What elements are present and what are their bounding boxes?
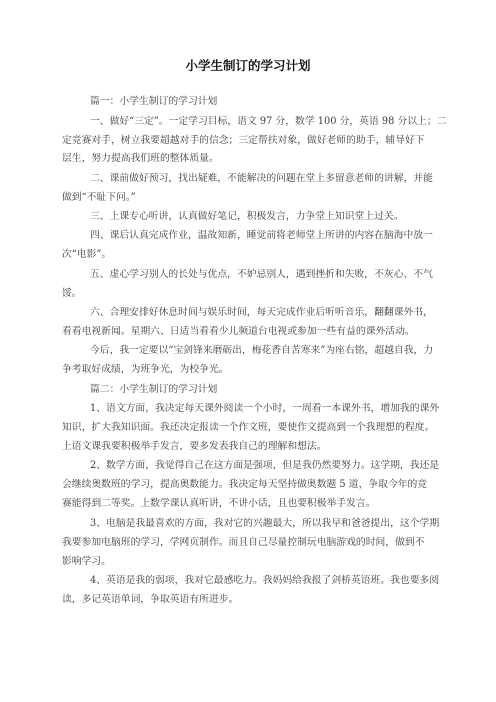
paragraph-line: 定竞赛对手，树立我要超越对手的信念；三定帮扶对象，做好老师的助手，辅导好下: [62, 135, 425, 146]
paragraph-line: 层生，努力提高我们班的整体质量。: [62, 153, 219, 164]
paragraph-line: 看看电视新闻。星期六、日适当看看少儿频道台电视或参加一些有益的课外活动。: [62, 326, 415, 337]
paragraph-line: 知识，扩大我知识面。我还决定报读一个作文班，要使作文提高到一个我理想的程度。: [62, 422, 435, 433]
paragraph-line: 争考取好成绩，为班争光，为校争光。: [62, 364, 229, 375]
paragraph-line: 一、做好“三定”。一定学习目标，语文 97 分，数学 100 分，英语 98 分以上；二: [90, 116, 447, 127]
paragraph-line: 2、数学方面，我觉得自己在这方面是强项，但是我仍然要努力。这学期，我还是: [90, 460, 440, 471]
paragraph-line: 3、电脑是我最喜欢的方面，我对它的兴趣最大，所以我早和爸爸提出，这个学期: [90, 518, 440, 529]
paragraph-line: 五、虚心学习别人的长处与优点，不妒忌别人，遇到挫折和失败，不灰心、不气: [90, 269, 433, 280]
paragraph-line: 读，多记英语单词，争取英语有所进步。: [62, 594, 239, 605]
paragraph-line: 我要参加电脑班的学习，学网页制作。而且自己尽量控制玩电脑游戏的时间，做到不: [62, 537, 425, 548]
paragraph-line: 做到“不耻下问。”: [62, 192, 136, 203]
paragraph-line: 三、上课专心听讲，认真做好笔记，积极发言，力争堂上知识堂上过关。: [90, 211, 404, 222]
section-heading-1: 篇一：小学生制订的学习计划: [90, 96, 218, 107]
paragraph-line: 4、英语是我的弱项，我对它最感吃力。我妈妈给我报了剑桥英语班。我也要多阅: [90, 575, 440, 586]
paragraph-line: 今后，我一定要以“宝剑锋来磨砺出，梅花香自苦寒来”为座右铭，超越自我，力: [90, 345, 434, 356]
paragraph-line: 影响学习。: [62, 556, 111, 567]
document-title: 小学生制订的学习计划: [185, 58, 311, 73]
paragraph-line: 馁。: [62, 288, 82, 299]
paragraph-line: 赛能得到二等奖。上数学课认真听讲，不讲小话，且也要积极举手发言。: [62, 498, 376, 509]
paragraph-line: 六、合理安排好休息时间与娱乐时间，每天完成作业后听听音乐，翻翻课外书，: [90, 307, 433, 318]
paragraph-line: 会继续奥数班的学习，提高奥数能力。我决定每天坚持做奥数题 5 道，争取今年的竞: [62, 479, 428, 490]
section-heading-2: 篇二：小学生制订的学习计划: [90, 384, 218, 395]
paragraph-line: 上语文课我要积极举手发言，要多发表我自己的理解和想法。: [62, 441, 327, 452]
paragraph-line: 四、课后认真完成作业，温故知新，睡觉前将老师堂上所讲的内容在脑海中放一: [90, 230, 433, 241]
paragraph-line: 1、语文方面，我决定每天课外阅读一个小时，一周看一本课外书，增加我的课外: [90, 403, 440, 414]
paragraph-line: 二、课前做好预习，找出疑难，不能解决的问题在堂上多留意老师的讲解，并能: [90, 173, 433, 184]
paragraph-line: 次“电影”。: [62, 249, 112, 260]
